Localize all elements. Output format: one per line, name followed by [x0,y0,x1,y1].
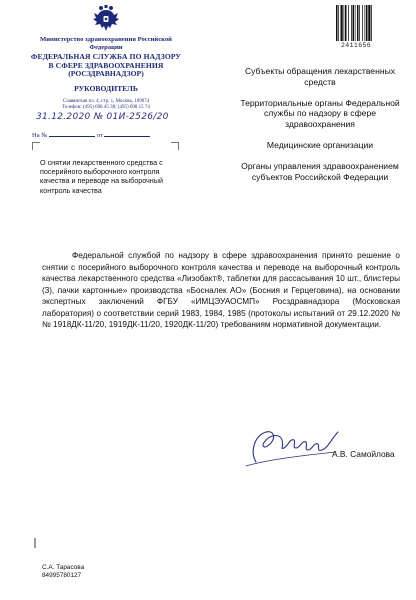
ministry-name: Министерство здравоохранения Российской Федерации [40,36,172,51]
subject-corner-left [32,142,40,150]
service-abbreviation: (РОСЗДРАВНАДЗОР) [68,69,144,79]
organization-header [30,36,182,111]
phone: Телефон: (495) 698 45 38; (495) 698 15 74 [62,104,150,110]
leadership-title: РУКОВОДИТЕЛЬ [74,83,138,93]
handwritten-signature [236,422,348,470]
executor-block [42,564,84,580]
subject-corner-right [171,142,179,150]
service-name: ФЕДЕРАЛЬНАЯ СЛУЖБА ПО НАДЗОРУ В СФЕРЕ ЗДРАВООХРАНЕНИЯ [30,52,182,70]
letter-body: Федеральной службой по надзору в сфере здравоохранения принято решение о снятии с посерийного выборочного контроля качества и переводе на выборочный контроль качества лекарственного средства «Лизобакт®, таблетки для рассасывания 10 шт., блистеры (3), пачки картонные» производства «Босналек АО» (Босния и Герцеговина), на основании экспертных заключений ФГБУ «ИМЦЭУАОСМП» Росздравнадзора (Московская лаборатория) о соответствии серий 1983, 1984, 1985 (протоколы испытаний от 29.12.2020 №№ 1918ДК-11/20, 1919ДК-11/20, 1920ДК-11/20) требованиям нормативной документации. [42,251,400,329]
letter-subject: О снятии лекарственного средства с посерийного выборочного контроля качества и переводе на выборочный контроль качества [40,158,163,195]
ref-number-blank [49,130,95,137]
barcode-number: 2411656 [341,42,372,49]
executor-phone: 84995780127 [42,572,82,579]
reference-line [32,130,182,139]
double-headed-eagle-icon [93,4,119,34]
ref-from: от [96,132,103,139]
recipient-item: Субъекты обращения лекарственных средств [244,66,396,87]
address: Славянская пл. 4, стр. 1, Москва, 109074 [62,98,150,104]
recipient-item: Территориальные органы Федеральной службы по надзору в сфере здравоохранения [240,97,400,130]
recipient-item: Медицинские организации [266,139,374,150]
handwritten-date-number: 31.12.2020 № 01И-2526/20 [36,112,169,122]
ref-prefix: На № [32,132,48,139]
recipient-item: Органы управления здравоохранением субъектов Российской Федерации [241,160,399,182]
barcode-icon [335,4,383,42]
executor-name: С.А. Тарасова [42,564,85,571]
recipients-list [240,66,400,192]
margin-mark [34,538,36,548]
ref-date-blank [104,130,150,137]
signer-name: А.В. Самойлова [332,449,395,459]
